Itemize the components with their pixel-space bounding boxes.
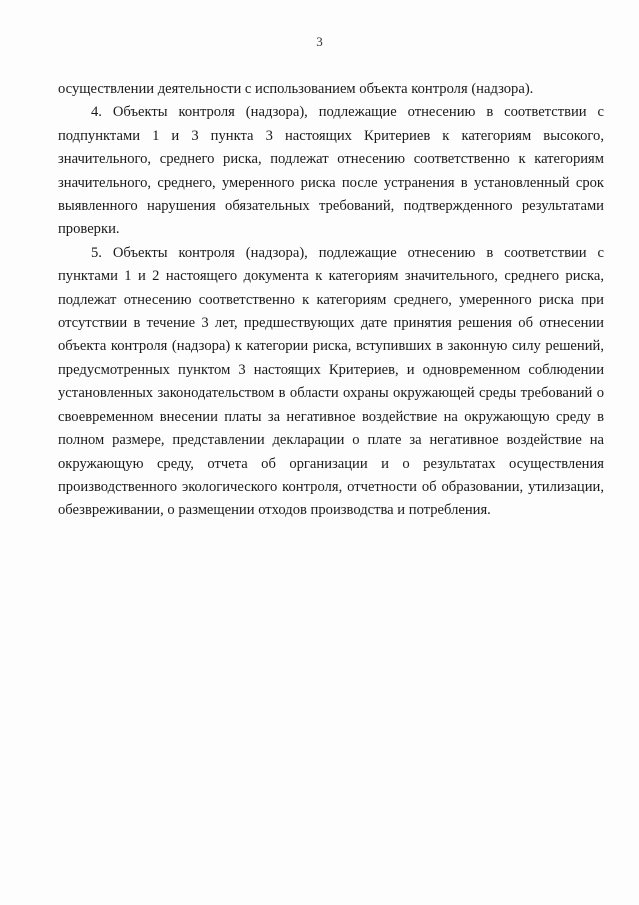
paragraph-item-4: 4. Объекты контроля (надзора), подлежащие отнесению в соответствии с подпунктами 1 и 3 пункта 3 настоящих Критериев к категориям высокого, значительного, среднего риска, подлежат отнесению соответственно к категориям значительного, среднего, умеренного риска после устранения в установленный срок выявленного нарушения обязательных требований, подтвержденного результатами проверки. [58, 104, 604, 238]
document-body [58, 78, 604, 523]
paragraph-item-5: 5. Объекты контроля (надзора), подлежащие отнесению в соответствии с пунктами 1 и 2 настоящего документа к категориям значительного, среднего риска, подлежат отнесению соответственно к категориям среднего, умеренного риска при отсутствии в течение 3 лет, предшествующих дате принятия решения об отнесении объекта контроля (надзора) к категории риска, вступивших в законную силу решений, предусмотренных пунктом 3 настоящих Критериев, и одновременном соблюдении установленных законодательством в области охраны окружающей среды требований о своевременном внесении платы за негативное воздействие на окружающую среду в полном размере, представлении декларации о плате за негативное воздействие на окружающую среду, отчета об организации и о результатах осуществления производственного экологического контроля, отчетности об образовании, утилизации, обезвреживании, о размещении отходов производства и потребления. [58, 244, 604, 519]
page-number: 3 [316, 34, 323, 49]
paragraph-continuation: осуществлении деятельности с использованием объекта контроля (надзора). [58, 81, 534, 97]
